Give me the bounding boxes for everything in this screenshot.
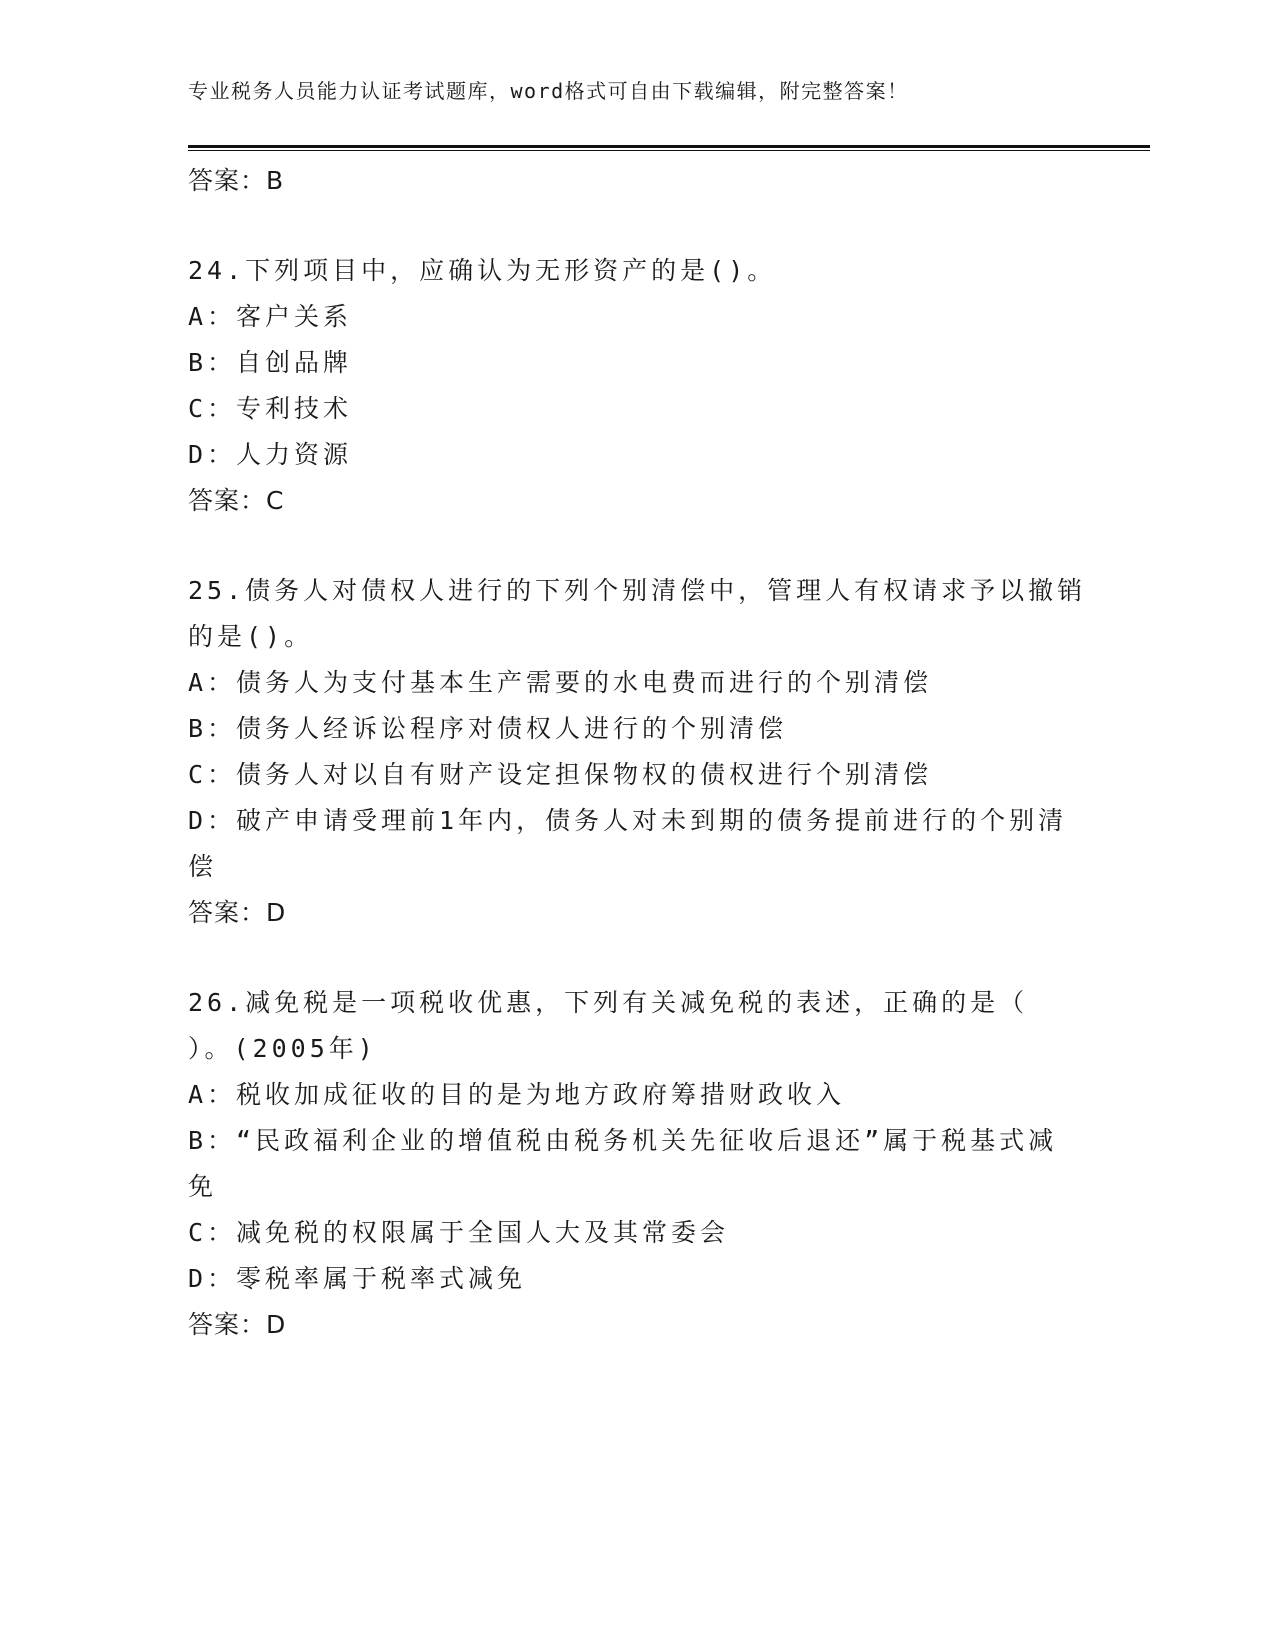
spacer bbox=[188, 524, 1068, 568]
question-block bbox=[188, 568, 1087, 936]
spacer bbox=[188, 204, 1068, 248]
document-body bbox=[188, 158, 1087, 1348]
question-stem-continued: ）。(2005年) bbox=[188, 1034, 377, 1063]
question-stem: 24.下列项目中，应确认为无形资产的是()。 bbox=[188, 256, 777, 285]
option-a: A：税收加成征收的目的是为地方政府筹措财政收入 bbox=[188, 1080, 846, 1109]
option-a: A：客户关系 bbox=[188, 302, 353, 331]
option-b: B：自创品牌 bbox=[188, 348, 353, 377]
page-header: 专业税务人员能力认证考试题库，word格式可自由下载编辑，附完整答案！ bbox=[188, 79, 909, 103]
question-block bbox=[188, 980, 1068, 1348]
question-stem-continued: 的是()。 bbox=[188, 622, 314, 651]
question-block bbox=[188, 248, 1068, 524]
option-b: B：债务人经诉讼程序对债权人进行的个别清偿 bbox=[188, 714, 788, 743]
option-d: D：零税率属于税率式减免 bbox=[188, 1264, 527, 1293]
answer-line: 答案：D bbox=[188, 898, 287, 927]
option-d: D：破产申请受理前1年内，债务人对未到期的债务提前进行的个别清 bbox=[188, 806, 1068, 835]
option-c: C：专利技术 bbox=[188, 394, 353, 423]
header-rule-thin bbox=[188, 150, 1150, 151]
answer-line: 答案：B bbox=[188, 166, 285, 195]
header-rule-thick bbox=[188, 145, 1150, 148]
spacer bbox=[188, 936, 1068, 980]
option-d: D：人力资源 bbox=[188, 440, 353, 469]
option-b: B：“民政福利企业的增值税由税务机关先征收后退还”属于税基式减 bbox=[188, 1126, 1058, 1155]
answer-line: 答案：D bbox=[188, 1310, 287, 1339]
option-d-continued: 偿 bbox=[188, 852, 218, 881]
option-a: A：债务人为支付基本生产需要的水电费而进行的个别清偿 bbox=[188, 668, 933, 697]
question-stem: 26.减免税是一项税收优惠，下列有关减免税的表述，正确的是（ bbox=[188, 988, 1029, 1017]
question-stem: 25.债务人对债权人进行的下列个别清偿中，管理人有权请求予以撤销 bbox=[188, 576, 1087, 605]
option-b-continued: 免 bbox=[188, 1172, 218, 1201]
option-c: C：债务人对以自有财产设定担保物权的债权进行个别清偿 bbox=[188, 760, 933, 789]
answer-line: 答案：C bbox=[188, 486, 285, 515]
option-c: C：减免税的权限属于全国人大及其常委会 bbox=[188, 1218, 730, 1247]
